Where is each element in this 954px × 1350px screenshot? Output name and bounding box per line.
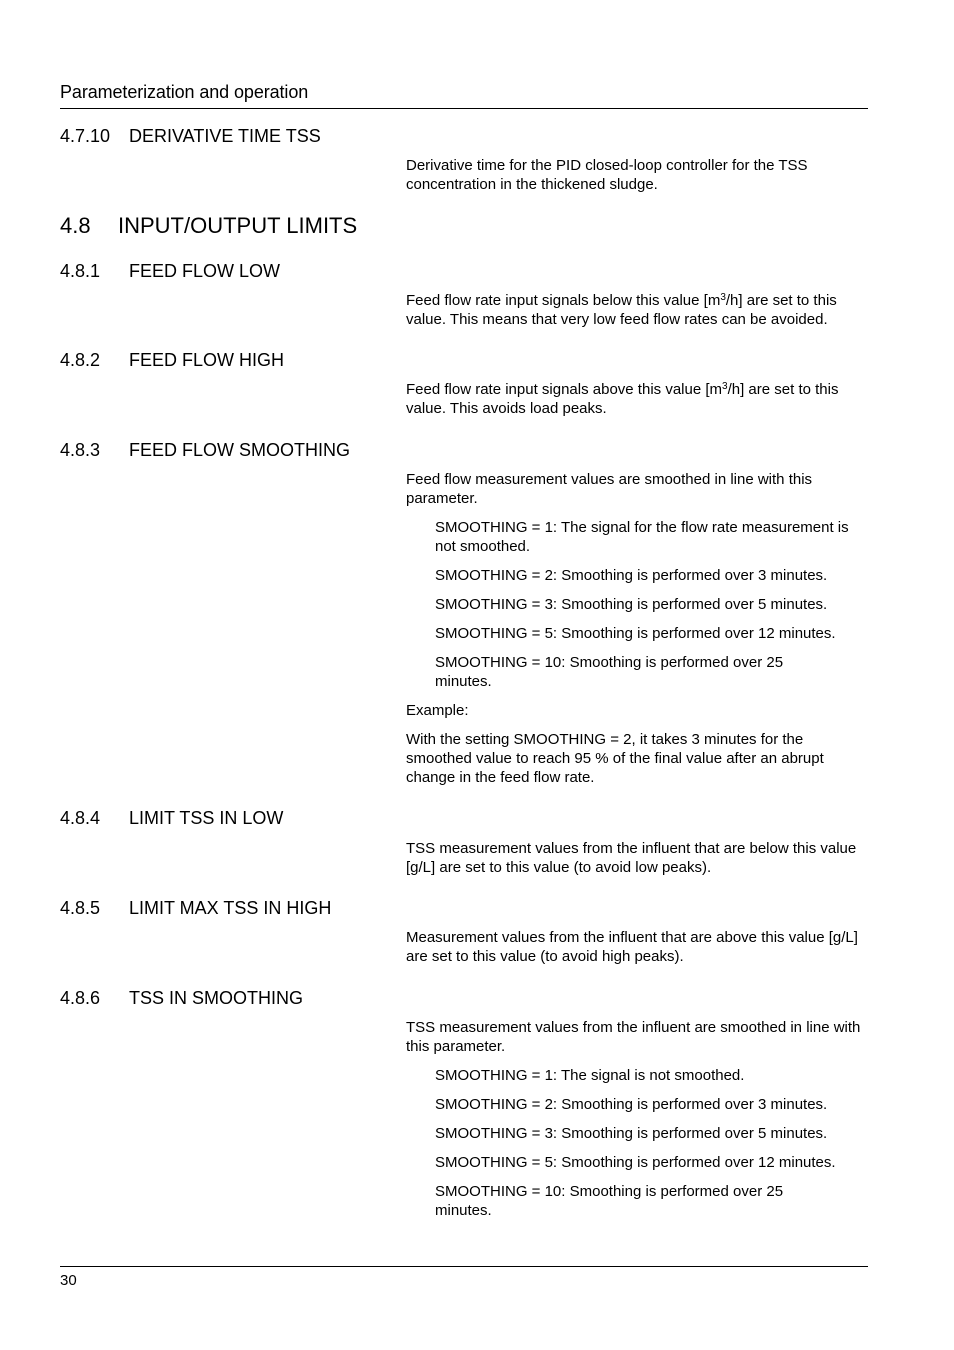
section-title: FEED FLOW LOW bbox=[129, 261, 281, 281]
page-number: 30 bbox=[60, 1272, 77, 1289]
section-number: 4.8.3 bbox=[60, 440, 101, 460]
section-title: FEED FLOW HIGH bbox=[129, 350, 285, 370]
list-item: SMOOTHING = 10: Smoothing is performed over 25 minutes. bbox=[435, 1183, 784, 1219]
section-number: 4.8.6 bbox=[60, 988, 101, 1008]
section-intro: Feed flow measurement values are smoothed in line with this parameter. bbox=[406, 471, 813, 507]
section-title: LIMIT TSS IN LOW bbox=[129, 808, 284, 828]
header-rule bbox=[60, 108, 868, 109]
section-title: FEED FLOW SMOOTHING bbox=[129, 440, 351, 460]
section-text bbox=[406, 291, 872, 329]
section-number: 4.7.10 bbox=[60, 126, 111, 146]
section-title: DERIVATIVE TIME TSS bbox=[129, 126, 321, 146]
list-item: SMOOTHING = 1: The signal is not smoothed. bbox=[435, 1067, 745, 1084]
superscript: 3 bbox=[720, 292, 726, 303]
section-text bbox=[406, 380, 872, 418]
section-number: 4.8.1 bbox=[60, 261, 101, 281]
text-part: /h] are set to this value. This means that very low feed flow rates can be avoided. bbox=[406, 292, 837, 328]
section-title: TSS IN SMOOTHING bbox=[129, 988, 304, 1008]
running-header: Parameterization and operation bbox=[60, 82, 309, 102]
footer-rule bbox=[60, 1266, 868, 1267]
section-number: 4.8.5 bbox=[60, 898, 101, 918]
section-text: Derivative time for the PID closed-loop controller for the TSS concentration in the thickened sludge. bbox=[406, 157, 808, 193]
section-number: 4.8.2 bbox=[60, 350, 101, 370]
section-text: Measurement values from the influent that are above this value [g/L] are set to this value (to avoid high peaks). bbox=[406, 929, 858, 965]
superscript: 3 bbox=[722, 381, 728, 392]
example-label: Example: bbox=[406, 702, 469, 719]
example-text: With the setting SMOOTHING = 2, it takes 3 minutes for the smoothed value to reach 95 % of the final value after an abrupt change in the feed flow rate. bbox=[406, 731, 824, 786]
chapter-title: INPUT/OUTPUT LIMITS bbox=[118, 213, 358, 238]
chapter-number: 4.8 bbox=[60, 213, 91, 238]
list-item: SMOOTHING = 3: Smoothing is performed over 5 minutes. bbox=[435, 1125, 828, 1142]
list-item: SMOOTHING = 1: The signal for the flow rate measurement is not smoothed. bbox=[435, 519, 849, 555]
section-intro: TSS measurement values from the influent are smoothed in line with this parameter. bbox=[406, 1019, 861, 1055]
list-item: SMOOTHING = 5: Smoothing is performed over 12 minutes. bbox=[435, 1154, 836, 1171]
section-text: TSS measurement values from the influent that are below this value [g/L] are set to this value (to avoid low peaks). bbox=[406, 840, 857, 876]
section-title: LIMIT MAX TSS IN HIGH bbox=[129, 898, 332, 918]
list-item: SMOOTHING = 5: Smoothing is performed over 12 minutes. bbox=[435, 625, 836, 642]
text-part: Feed flow rate input signals below this value [m bbox=[406, 292, 721, 309]
list-item: SMOOTHING = 3: Smoothing is performed over 5 minutes. bbox=[435, 596, 828, 613]
section-number: 4.8.4 bbox=[60, 808, 101, 828]
list-item: SMOOTHING = 2: Smoothing is performed over 3 minutes. bbox=[435, 567, 828, 584]
list-item: SMOOTHING = 2: Smoothing is performed over 3 minutes. bbox=[435, 1096, 828, 1113]
list-item: SMOOTHING = 10: Smoothing is performed over 25 minutes. bbox=[435, 654, 784, 690]
text-part: /h] are set to this value. This avoids load peaks. bbox=[406, 381, 839, 417]
text-part: Feed flow rate input signals above this value [m bbox=[406, 381, 723, 398]
